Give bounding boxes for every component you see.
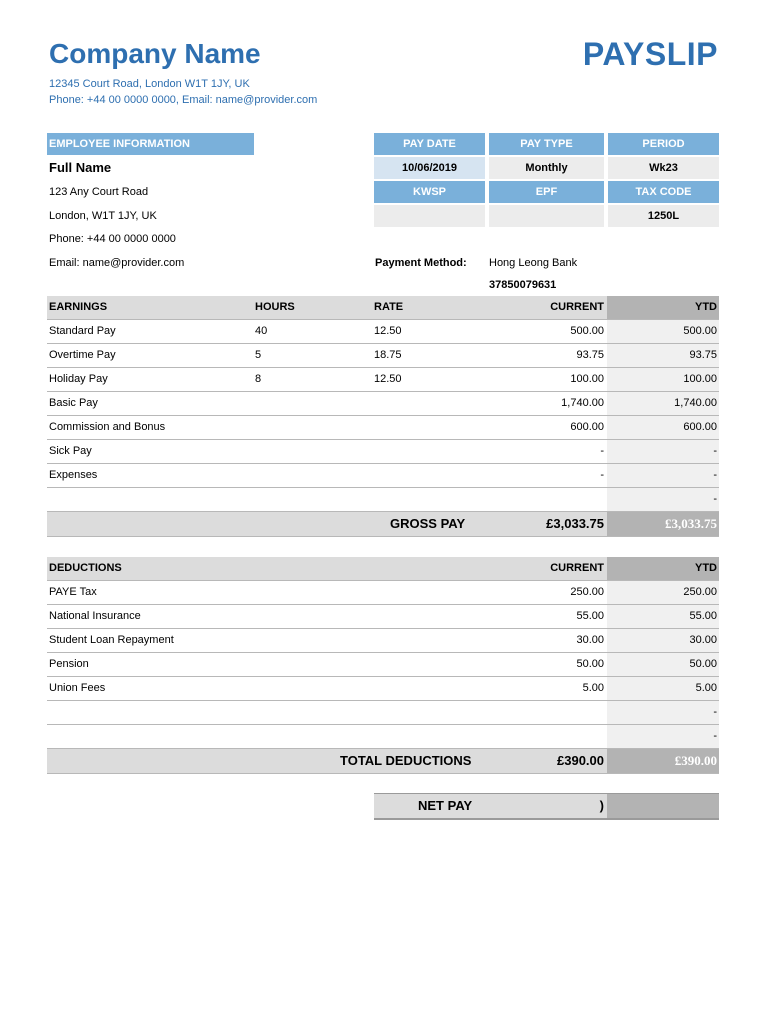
earning-rate: 18.75 bbox=[374, 349, 402, 361]
deduction-current: 55.00 bbox=[576, 610, 604, 622]
earning-current: - bbox=[600, 445, 604, 457]
earning-hours: 40 bbox=[255, 325, 268, 337]
ytd-col-header: YTD bbox=[695, 562, 717, 574]
deduction-current: 50.00 bbox=[576, 658, 604, 670]
deduction-item: PAYE Tax bbox=[49, 586, 97, 598]
earning-item: Expenses bbox=[49, 469, 98, 481]
deduction-ytd: 5.00 bbox=[695, 682, 717, 694]
table-row bbox=[47, 581, 719, 605]
earning-current: 600.00 bbox=[570, 421, 604, 433]
earning-item: Standard Pay bbox=[49, 325, 116, 337]
tax-code-value: 1250L bbox=[608, 205, 719, 227]
deduction-ytd: 50.00 bbox=[689, 658, 717, 670]
total-deductions-current: £390.00 bbox=[557, 753, 604, 768]
pay-date-value: 10/06/2019 bbox=[374, 157, 485, 179]
earning-ytd: - bbox=[713, 469, 717, 481]
employee-info-header bbox=[47, 133, 254, 155]
ytd-cell-bg bbox=[607, 488, 719, 511]
gross-pay-current: £3,033.75 bbox=[546, 516, 604, 531]
net-pay-value: ) bbox=[599, 798, 604, 813]
table-row bbox=[47, 629, 719, 653]
earning-rate: 12.50 bbox=[374, 373, 402, 385]
company-contact: Phone: +44 00 0000 0000, Email: name@provider.com bbox=[49, 94, 318, 106]
earning-ytd: - bbox=[713, 445, 717, 457]
ytd-cell-bg bbox=[607, 701, 719, 724]
earning-item: Basic Pay bbox=[49, 397, 98, 409]
epf-value bbox=[489, 205, 604, 227]
deductions-header-row bbox=[47, 557, 719, 581]
deduction-ytd: - bbox=[713, 706, 717, 718]
earning-rate: 12.50 bbox=[374, 325, 402, 337]
period-value: Wk23 bbox=[608, 157, 719, 179]
table-row bbox=[47, 464, 719, 488]
document-title: PAYSLIP bbox=[582, 36, 718, 72]
company-address: 12345 Court Road, London W1T 1JY, UK bbox=[49, 78, 250, 90]
period-header: PERIOD bbox=[608, 133, 719, 155]
gross-pay-ytd: £3,033.75 bbox=[665, 516, 717, 531]
table-row bbox=[47, 368, 719, 392]
earning-current: - bbox=[600, 469, 604, 481]
earning-ytd: - bbox=[713, 493, 717, 505]
table-row bbox=[47, 701, 719, 725]
earning-ytd: 1,740.00 bbox=[674, 397, 717, 409]
earning-current: 100.00 bbox=[570, 373, 604, 385]
deduction-current: 30.00 bbox=[576, 634, 604, 646]
earning-current: 93.75 bbox=[576, 349, 604, 361]
earning-item: Overtime Pay bbox=[49, 349, 116, 361]
hours-col-header: HOURS bbox=[255, 301, 295, 313]
table-row bbox=[47, 320, 719, 344]
gross-pay-label: GROSS PAY bbox=[390, 516, 466, 531]
earnings-col-header: EARNINGS bbox=[49, 301, 108, 313]
deduction-item: Union Fees bbox=[49, 682, 106, 694]
table-row bbox=[47, 344, 719, 368]
table-row bbox=[47, 605, 719, 629]
net-pay-label: NET PAY bbox=[418, 798, 473, 813]
employee-city: London, W1T 1JY, UK bbox=[49, 210, 157, 222]
deduction-ytd: - bbox=[713, 730, 717, 742]
employee-street: 123 Any Court Road bbox=[49, 186, 149, 198]
pay-date-header: PAY DATE bbox=[374, 133, 485, 155]
table-row bbox=[47, 488, 719, 512]
table-row bbox=[47, 653, 719, 677]
current-col-header: CURRENT bbox=[550, 301, 604, 313]
earning-ytd: 93.75 bbox=[689, 349, 717, 361]
deduction-current: 5.00 bbox=[582, 682, 604, 694]
deduction-ytd: 30.00 bbox=[689, 634, 717, 646]
earnings-header-row bbox=[47, 296, 719, 320]
deduction-item: Pension bbox=[49, 658, 89, 670]
deduction-item: National Insurance bbox=[49, 610, 141, 622]
employee-info-label: EMPLOYEE INFORMATION bbox=[49, 138, 190, 150]
current-col-header: CURRENT bbox=[550, 562, 604, 574]
tax-code-header: TAX CODE bbox=[608, 181, 719, 203]
total-deductions-label: TOTAL DEDUCTIONS bbox=[340, 753, 472, 768]
payment-method-label: Payment Method: bbox=[375, 257, 467, 269]
deduction-item: Student Loan Repayment bbox=[49, 634, 174, 646]
bank-name: Hong Leong Bank bbox=[489, 257, 578, 269]
rate-col-header: RATE bbox=[374, 301, 404, 313]
table-row bbox=[47, 677, 719, 701]
kwsp-header: KWSP bbox=[374, 181, 485, 203]
ytd-cell-bg bbox=[607, 725, 719, 748]
net-pay-row bbox=[374, 793, 719, 820]
ytd-col-header: YTD bbox=[695, 301, 717, 313]
earning-item: Holiday Pay bbox=[49, 373, 108, 385]
employee-name: Full Name bbox=[49, 160, 112, 175]
earning-ytd: 500.00 bbox=[683, 325, 717, 337]
ytd-cell-bg bbox=[607, 440, 719, 463]
earning-item: Commission and Bonus bbox=[49, 421, 166, 433]
table-row bbox=[47, 440, 719, 464]
deduction-ytd: 55.00 bbox=[689, 610, 717, 622]
earning-ytd: 100.00 bbox=[683, 373, 717, 385]
epf-header: EPF bbox=[489, 181, 604, 203]
pay-type-value: Monthly bbox=[489, 157, 604, 179]
employee-phone: Phone: +44 00 0000 0000 bbox=[49, 233, 176, 245]
employee-email: Email: name@provider.com bbox=[49, 257, 185, 269]
kwsp-value bbox=[374, 205, 485, 227]
net-pay-ytd-cell bbox=[607, 794, 719, 818]
ytd-cell-bg bbox=[607, 464, 719, 487]
earning-ytd: 600.00 bbox=[683, 421, 717, 433]
pay-type-header: PAY TYPE bbox=[489, 133, 604, 155]
company-name: Company Name bbox=[49, 38, 261, 69]
total-deductions-ytd: £390.00 bbox=[674, 753, 717, 768]
gross-pay-row bbox=[47, 512, 719, 537]
earning-current: 1,740.00 bbox=[561, 397, 604, 409]
deductions-col-header: DEDUCTIONS bbox=[49, 562, 122, 574]
deduction-ytd: 250.00 bbox=[683, 586, 717, 598]
earning-hours: 8 bbox=[255, 373, 262, 385]
deduction-current: 250.00 bbox=[570, 586, 604, 598]
earning-hours: 5 bbox=[255, 349, 262, 361]
total-deductions-row bbox=[47, 749, 719, 774]
earning-current: 500.00 bbox=[570, 325, 604, 337]
table-row bbox=[47, 392, 719, 416]
account-number: 37850079631 bbox=[489, 279, 557, 291]
table-row bbox=[47, 416, 719, 440]
table-row bbox=[47, 725, 719, 749]
earning-item: Sick Pay bbox=[49, 445, 92, 457]
